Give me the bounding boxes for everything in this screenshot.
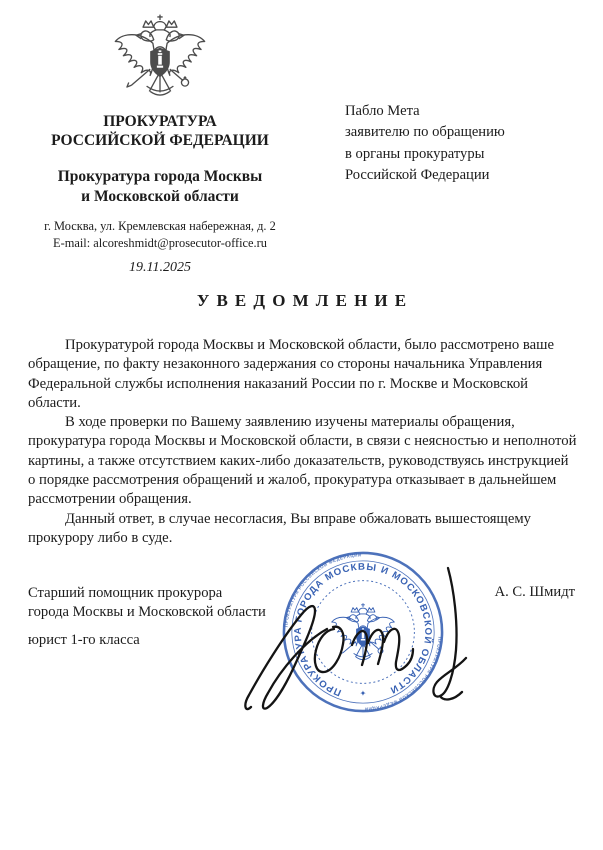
recipient-name: Пабло Мета	[345, 103, 420, 119]
document-title: УВЕДОМЛЕНИЕ	[196, 291, 414, 310]
issuer-org-line1: ПРОКУРАТУРА	[103, 113, 217, 130]
signer-rank: юрист 1-го класса	[28, 632, 140, 649]
paragraph-3: Данный ответ, в случае несогласия, Вы вправе обжаловать вышестоящему прокурору либо в суде.	[28, 510, 532, 546]
handwritten-signature	[235, 545, 485, 725]
recipient-line4: Российской Федерации	[345, 166, 490, 183]
issuer-org-line2: РОССИЙСКОЙ ФЕДЕРАЦИИ	[51, 132, 269, 149]
document-body	[28, 336, 577, 548]
issuer-dept-line1: Прокуратура города Москвы	[57, 168, 263, 185]
issuer-org-name	[0, 112, 320, 150]
signer-name: А. С. Шмидт	[494, 584, 575, 600]
seal-micro-text-2: ПРОКУРАТУРА РОССИЙСКОЙ ФЕДЕРАЦИИ	[364, 636, 443, 712]
issuer-dept-line2: и Московской области	[81, 187, 239, 205]
seal-ring-text: ПРОКУРАТУРА ГОРОДА МОСКВЫ И МОСКОВСКОЙ ОБЛАСТИ	[292, 561, 434, 698]
recipient-line3: в органы прокуратуры	[345, 145, 485, 162]
recipient-block	[345, 101, 595, 186]
issuer-address: г. Москва, ул. Кремлевская набережная, д. 2	[44, 219, 276, 233]
seal-micro-text-1: ПРОКУРАТУРА РОССИЙСКОЙ ФЕДЕРАЦИИ	[283, 552, 362, 628]
coat-of-arms-icon	[104, 12, 216, 112]
seal-separator-star: ✦	[359, 689, 367, 699]
signer-position-line1: Старший помощник прокурора	[28, 585, 223, 601]
recipient-line2: заявителю по обращению	[345, 124, 505, 141]
paragraph-2: В ходе проверки по Вашему заявлению изучены материалы обращения, прокуратура города Москвы и Московской области, в связи с неясностью и неполнотой картины, а также отсутствием каких-либо доказательств, руководствуясь инструкцией о порядке рассмотрения обращений и жалоб, прокуратура отказывает в дальнейшем рассмотрении обращения.	[28, 414, 577, 508]
paragraph-1: Прокуратурой города Москвы и Московской области, было рассмотрено ваше обращение, по факту незаконного задержания со стороны начальника Управления Федеральной службы исполнения наказаний России по г. Москве и Московской области.	[28, 337, 555, 411]
issuer-email: E-mail: alcoreshmidt@prosecutor-office.ru	[53, 236, 267, 250]
document-date: 19.11.2025	[129, 260, 191, 275]
signer-position-line2: города Москвы и Московской области	[28, 604, 266, 621]
issuer-department-name	[0, 167, 320, 206]
